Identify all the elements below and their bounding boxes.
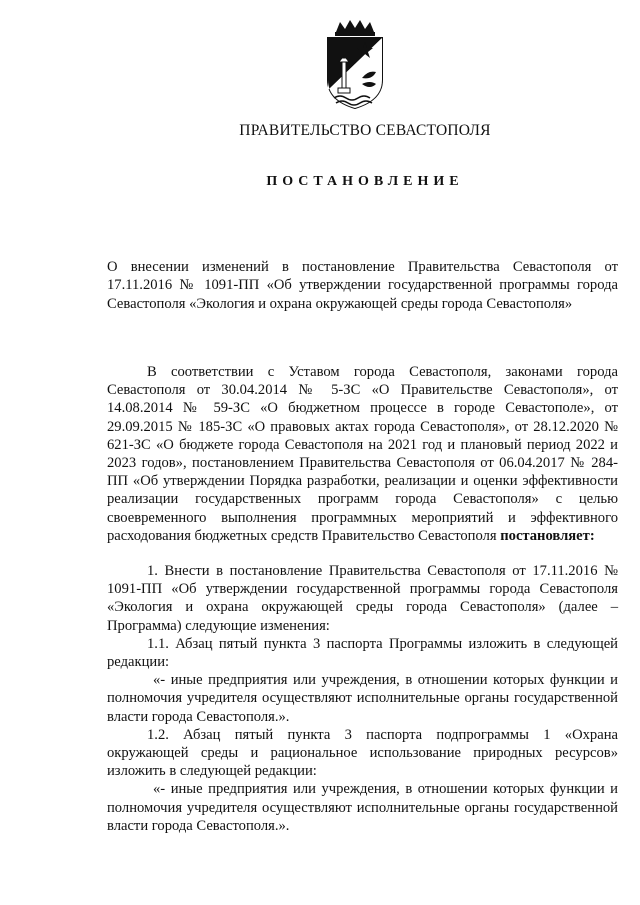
document-subject: О внесении изменений в постановление Правительства Севастополя от 17.11.2016 № 1091-ПП «Об утверждении государственной программы города Севастополя «Экология и охрана окружающей среды города Севастополя» bbox=[107, 259, 618, 312]
organization-title: ПРАВИТЕЛЬСТВО СЕВАСТОПОЛЯ bbox=[239, 122, 491, 139]
item-1: 1. Внести в постановление Правительства Севастополя от 17.11.2016 № 1091-ПП «Об утверждении государственной программы города Севастополя «Экология и охрана окружающей среды города Севастополя» (далее – Программа) следующие изменения: bbox=[107, 563, 618, 634]
preamble-paragraph bbox=[107, 363, 618, 545]
sevastopol-coat-of-arms-icon bbox=[318, 18, 392, 110]
document-body bbox=[107, 363, 618, 835]
document-type-heading: ПОСТАНОВЛЕНИЕ bbox=[266, 174, 464, 189]
item-1-2-quote: «- иные предприятия или учреждения, в отношении которых функции и полномочия учредителя осуществляют исполнительные органы государственной власти города Севастополя.». bbox=[107, 781, 618, 834]
item-1-2: 1.2. Абзац пятый пункта 3 паспорта подпрограммы 1 «Охрана окружающей среды и рациональное использование природных ресурсов» изложить в следующей редакции: bbox=[107, 726, 618, 780]
resolves-word: постановляет: bbox=[500, 527, 595, 544]
item-1-1-quote: «- иные предприятия или учреждения, в отношении которых функции и полномочия учредителя осуществляют исполнительные органы государственной власти города Севастополя.». bbox=[107, 672, 618, 725]
preamble-text: В соответствии с Уставом города Севастополя, законами города Севастополя от 30.04.2014 № 5-ЗС «О Правительстве Севастополя», от 14.08.2014 № 59-ЗС «О бюджетном процессе в городе Севастополе», от 29.09.2015 № 185-ЗС «О правовых актах города Севастополя», от 28.12.2020 № 621-ЗС «О бюджете города Севастополя на 2021 год и плановый период 2022 и 2023 годов», постановлением Правительства Севастополя от 06.04.2017 № 284-ПП «Об утверждении Порядка разработки, реализации и оценки эффективности реализации государственных программ города Севастополя» с целью своевременного выполнения программных мероприятий и эффективного расходования бюджетных средств Правительство Севастополя bbox=[107, 364, 618, 544]
item-1-1: 1.1. Абзац пятый пункта 3 паспорта Программы изложить в следующей редакции: bbox=[107, 635, 618, 671]
